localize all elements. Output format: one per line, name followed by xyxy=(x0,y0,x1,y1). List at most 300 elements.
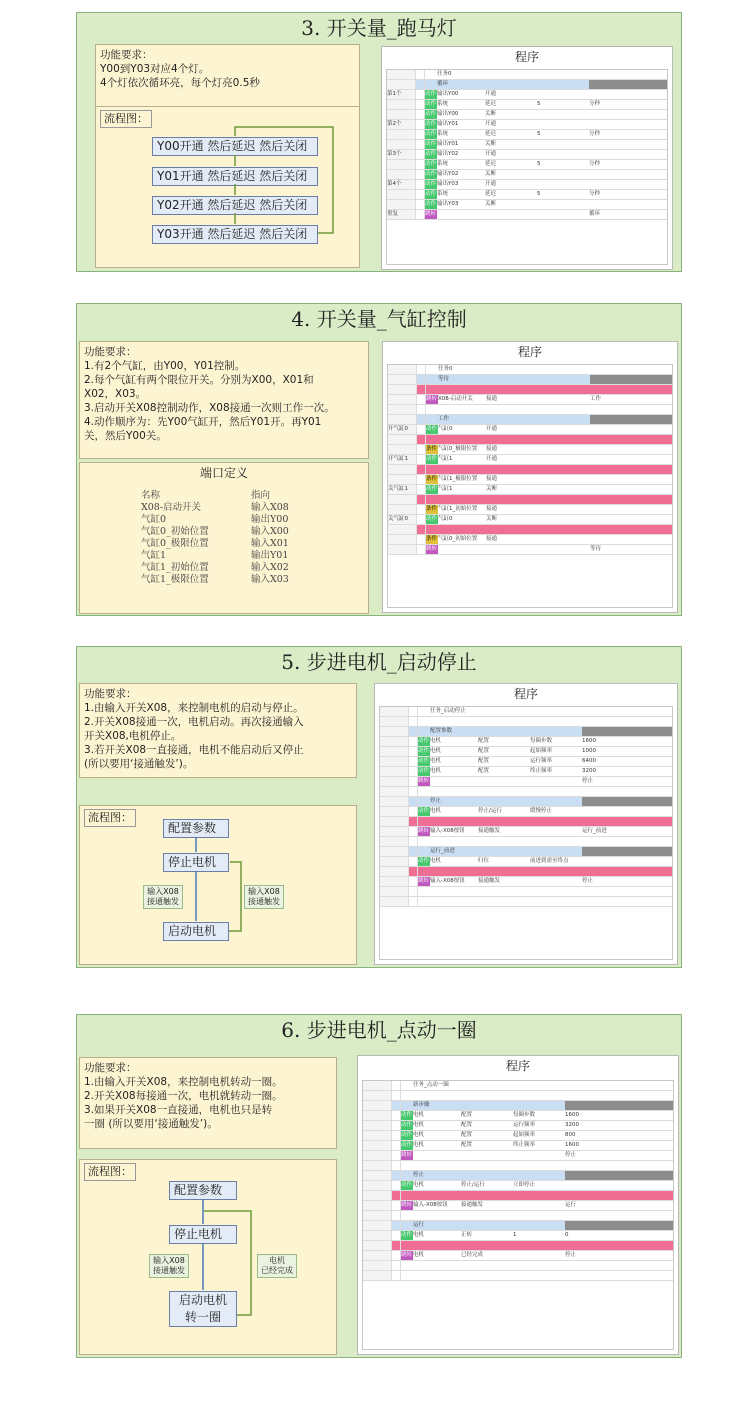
program-cell: 气缸0 xyxy=(438,426,453,432)
program-cell: 重复 xyxy=(387,210,416,219)
program-cell: 开气缸1 xyxy=(388,455,417,464)
program-cell xyxy=(417,435,426,444)
program-cell xyxy=(513,1211,565,1220)
program-cell xyxy=(416,180,425,189)
flow-node-stop: 停止电机 xyxy=(169,1225,237,1244)
program-cell: 关气缸1 xyxy=(388,485,417,494)
program-cell xyxy=(417,535,426,544)
program-cell xyxy=(461,1091,513,1100)
program-cell xyxy=(380,847,409,856)
program-row xyxy=(380,857,672,867)
program-cell xyxy=(380,877,409,886)
program-cell xyxy=(530,827,582,836)
program-cell xyxy=(530,817,582,826)
program-cell xyxy=(590,405,672,414)
program-cell xyxy=(388,545,417,554)
program-cell xyxy=(418,817,430,826)
program-cell xyxy=(538,445,590,454)
program-cell xyxy=(392,1251,401,1260)
program-cell xyxy=(538,545,590,554)
program-cell xyxy=(380,717,409,726)
program-cell xyxy=(413,1241,461,1250)
program-cell xyxy=(380,747,409,756)
program-row xyxy=(363,1201,673,1211)
program-cell xyxy=(363,1241,392,1250)
program-cell xyxy=(590,515,672,524)
port-row xyxy=(141,562,289,574)
program-cell xyxy=(537,180,589,189)
program-cell: 输入-X08按钮 xyxy=(413,1202,448,1208)
program-cell xyxy=(401,1081,413,1090)
program-cell xyxy=(565,1181,673,1190)
program-cell xyxy=(363,1261,392,1270)
program-cell xyxy=(401,1211,413,1220)
program-cell: 循环 xyxy=(437,81,449,87)
port-dir-header: 指向 xyxy=(251,490,271,501)
program-cell xyxy=(401,1101,413,1110)
program-cell xyxy=(478,707,530,716)
program-cell xyxy=(380,867,409,876)
program-cell xyxy=(538,525,590,534)
program-cell xyxy=(380,727,409,736)
program-row xyxy=(387,210,667,220)
program-cell xyxy=(565,1221,673,1230)
program-cell xyxy=(538,505,590,514)
program-cell: 跳转 xyxy=(401,1252,413,1258)
program-cell: 运行_前进 xyxy=(582,828,607,834)
program-cell xyxy=(409,787,418,796)
program-cell: 输出Y03 xyxy=(437,201,459,207)
section-3-title: 3. 开关量_跑马灯 xyxy=(301,16,457,40)
program-row xyxy=(388,385,672,395)
program-cell: 停止 xyxy=(430,798,442,804)
program-row xyxy=(387,160,667,170)
program-cell xyxy=(582,837,672,846)
program-cell xyxy=(589,120,667,129)
program-row xyxy=(380,877,672,887)
program-cell xyxy=(582,787,672,796)
req-line: 3.若开关X08一直接通，电机不能启动后又停止 xyxy=(84,744,304,756)
program-cell xyxy=(565,1161,673,1170)
program-cell xyxy=(478,797,530,806)
program-row xyxy=(363,1141,673,1151)
program-cell xyxy=(537,120,589,129)
program-cell xyxy=(417,505,426,514)
flow-node: Y02开通 然后延迟 然后关闭 xyxy=(152,196,318,215)
program-cell xyxy=(486,405,538,414)
program-cell: 接通 xyxy=(486,536,498,542)
section-4-panel xyxy=(76,303,682,616)
program-title: 程序 xyxy=(517,345,542,359)
program-cell xyxy=(392,1211,401,1220)
program-cell: 6400 xyxy=(582,758,596,764)
program-cell xyxy=(538,425,590,434)
program-cell: 配置 xyxy=(461,1122,473,1128)
program-cell xyxy=(530,877,582,886)
program-cell xyxy=(401,1241,413,1250)
program-cell: 前进到需至终点 xyxy=(530,858,569,864)
section-6-program xyxy=(357,1055,679,1355)
program-cell: 5 xyxy=(537,191,541,197)
program-cell xyxy=(409,747,418,756)
program-cell: 停止 xyxy=(565,1152,577,1158)
program-cell: 动作 xyxy=(425,101,437,107)
flow-label: 流程图： xyxy=(100,110,152,128)
program-cell: 每圈步数 xyxy=(513,1112,536,1118)
program-cell xyxy=(418,887,430,896)
port-direction: 输入X01 xyxy=(251,538,289,549)
program-cell: 分秒 xyxy=(589,101,601,107)
program-row xyxy=(363,1231,673,1241)
section-4-requirements xyxy=(79,341,369,459)
program-row xyxy=(380,777,672,787)
program-row xyxy=(387,80,667,90)
program-cell: 循环 xyxy=(589,211,601,217)
program-row xyxy=(363,1131,673,1141)
program-cell: 开通 xyxy=(485,151,497,157)
program-cell xyxy=(363,1161,392,1170)
port-direction: 输出Y01 xyxy=(251,550,289,561)
port-direction: 输出Y00 xyxy=(251,514,289,525)
program-cell xyxy=(387,190,416,199)
flow-label: 流程图： xyxy=(84,1163,136,1181)
program-cell xyxy=(590,435,672,444)
program-cell xyxy=(530,707,582,716)
flow-label: 流程图： xyxy=(84,809,136,827)
program-cell xyxy=(426,375,438,384)
program-cell xyxy=(538,375,590,384)
program-cell xyxy=(537,200,589,209)
program-cell xyxy=(486,465,538,474)
program-row xyxy=(388,425,672,435)
program-cell xyxy=(387,80,416,89)
program-cell xyxy=(363,1211,392,1220)
program-grid xyxy=(387,364,673,608)
program-row xyxy=(363,1261,673,1271)
port-row xyxy=(141,526,289,538)
flow-node-stop: 停止电机 xyxy=(163,853,229,872)
program-cell: 分秒 xyxy=(589,191,601,197)
program-cell xyxy=(530,717,582,726)
program-cell xyxy=(486,495,538,504)
program-cell xyxy=(409,737,418,746)
program-cell: 新步骤 xyxy=(413,1102,430,1108)
req-line: 1.有2个气缸，由Y00，Y01控制。 xyxy=(84,360,246,372)
program-cell: 1600 xyxy=(582,738,596,744)
program-cell: 电机 xyxy=(413,1122,425,1128)
program-cell xyxy=(582,817,672,826)
program-cell xyxy=(590,425,672,434)
program-row xyxy=(363,1121,673,1131)
program-cell xyxy=(380,757,409,766)
program-cell: 动作 xyxy=(418,748,430,754)
program-cell: 配置参数 xyxy=(430,728,453,734)
program-cell xyxy=(513,1151,565,1160)
program-cell: 动作 xyxy=(425,151,437,157)
program-cell xyxy=(582,797,672,806)
program-row xyxy=(380,767,672,777)
program-cell xyxy=(589,180,667,189)
program-cell xyxy=(392,1111,401,1120)
program-cell xyxy=(590,455,672,464)
program-row xyxy=(380,727,672,737)
program-cell xyxy=(438,465,486,474)
program-cell xyxy=(401,1261,413,1270)
program-cell xyxy=(413,1271,461,1280)
program-cell xyxy=(537,210,589,219)
req-line: 4.动作顺序为：先Y00气缸开，然后Y01开。再Y01 xyxy=(84,416,322,428)
program-cell xyxy=(530,787,582,796)
program-row xyxy=(363,1151,673,1161)
program-cell xyxy=(380,837,409,846)
program-cell: 动作 xyxy=(425,181,437,187)
program-cell xyxy=(461,1081,513,1090)
program-cell: 系统 xyxy=(437,101,449,107)
program-cell: 起始频率 xyxy=(513,1132,536,1138)
program-cell xyxy=(387,200,416,209)
program-cell xyxy=(417,515,426,524)
program-row xyxy=(387,180,667,190)
port-name: 气缸0_初始位置 xyxy=(141,526,209,537)
program-cell: 起始频率 xyxy=(530,748,553,754)
program-cell xyxy=(485,80,537,89)
program-cell xyxy=(409,877,418,886)
program-row xyxy=(380,707,672,717)
program-row xyxy=(387,190,667,200)
program-cell xyxy=(426,415,438,424)
program-cell xyxy=(388,505,417,514)
program-grid xyxy=(362,1080,674,1350)
program-cell: 条件 xyxy=(426,506,438,512)
port-table xyxy=(141,490,289,586)
program-cell: 已经完成 xyxy=(461,1252,484,1258)
program-cell xyxy=(380,777,409,786)
program-cell: 电机 xyxy=(413,1112,425,1118)
program-cell: 停止 xyxy=(582,878,594,884)
program-row xyxy=(380,757,672,767)
program-cell xyxy=(582,887,672,896)
program-cell xyxy=(401,1171,413,1180)
program-cell xyxy=(478,777,530,786)
program-cell: 开通 xyxy=(486,456,498,462)
program-row xyxy=(380,827,672,837)
program-cell xyxy=(409,817,418,826)
program-cell xyxy=(589,90,667,99)
program-cell: 输出Y02 xyxy=(437,151,459,157)
program-cell xyxy=(478,837,530,846)
program-cell: 接通触发 xyxy=(478,878,501,884)
program-cell: 跳转 xyxy=(425,211,437,217)
program-cell xyxy=(430,887,478,896)
program-cell xyxy=(461,1161,513,1170)
program-cell xyxy=(537,170,589,179)
program-cell: 配置 xyxy=(478,758,490,764)
program-cell xyxy=(565,1091,673,1100)
program-cell xyxy=(478,867,530,876)
program-cell: 分秒 xyxy=(589,161,601,167)
program-cell xyxy=(417,525,426,534)
program-cell xyxy=(582,867,672,876)
program-cell xyxy=(409,827,418,836)
program-cell: 输出Y03 xyxy=(437,181,459,187)
program-cell xyxy=(589,80,667,89)
program-cell xyxy=(418,727,430,736)
program-cell xyxy=(417,415,426,424)
program-cell: 停止 xyxy=(582,778,594,784)
program-cell xyxy=(387,70,416,79)
program-cell: 运行 xyxy=(565,1202,577,1208)
program-row xyxy=(380,897,672,907)
program-cell: 跳转 xyxy=(401,1202,413,1208)
program-cell xyxy=(380,857,409,866)
program-cell xyxy=(486,375,538,384)
program-cell xyxy=(416,140,425,149)
program-cell xyxy=(486,435,538,444)
program-cell xyxy=(417,545,426,554)
program-cell xyxy=(363,1131,392,1140)
flow-note: 输入X08 接通触发 xyxy=(244,885,284,909)
program-cell: 运行_前进 xyxy=(430,848,455,854)
program-cell xyxy=(413,1151,461,1160)
program-cell xyxy=(392,1171,401,1180)
program-cell xyxy=(401,1271,413,1280)
program-cell xyxy=(486,525,538,534)
program-cell xyxy=(530,727,582,736)
program-cell xyxy=(513,1091,565,1100)
program-cell: 第3个 xyxy=(387,150,416,159)
program-cell: 动作 xyxy=(418,738,430,744)
program-cell: 动作 xyxy=(425,111,437,117)
section-4-title: 4. 开关量_气缸控制 xyxy=(291,307,467,331)
program-cell xyxy=(582,727,672,736)
program-cell xyxy=(413,1261,461,1270)
program-cell: 开通 xyxy=(486,426,498,432)
req-line: (所以要用‘接通触发’)。 xyxy=(84,758,194,770)
program-cell: 接通 xyxy=(486,446,498,452)
program-cell: 动作 xyxy=(425,201,437,207)
program-cell xyxy=(416,170,425,179)
program-cell: 气缸1_极限位置 xyxy=(438,476,478,482)
req-line: 1.由输入开关X08，来控制电机转动一圈。 xyxy=(84,1076,283,1088)
program-cell xyxy=(590,375,672,384)
program-cell xyxy=(413,1091,461,1100)
program-cell: 任务_启动停止 xyxy=(430,708,466,714)
program-cell: 动作 xyxy=(418,858,430,864)
program-cell: 动作 xyxy=(425,171,437,177)
program-cell: 动作 xyxy=(401,1142,413,1148)
program-cell: 输出Y00 xyxy=(437,91,459,97)
program-cell xyxy=(392,1201,401,1210)
program-row xyxy=(388,545,672,555)
program-cell xyxy=(461,1261,513,1270)
program-cell xyxy=(409,777,418,786)
program-cell: 停止/运行 xyxy=(461,1182,485,1188)
program-cell xyxy=(426,465,438,474)
flow-node: Y01开通 然后延迟 然后关闭 xyxy=(152,167,318,186)
program-cell xyxy=(513,1271,565,1280)
program-cell xyxy=(513,1251,565,1260)
program-cell xyxy=(513,1241,565,1250)
program-row xyxy=(387,120,667,130)
program-cell: 跳转 xyxy=(418,878,430,884)
program-cell xyxy=(565,1241,673,1250)
program-cell: 接通 xyxy=(486,506,498,512)
program-cell xyxy=(387,130,416,139)
program-cell xyxy=(363,1091,392,1100)
program-cell: 关断 xyxy=(485,201,497,207)
program-cell: 气缸1_初始位置 xyxy=(438,506,478,512)
program-cell xyxy=(590,385,672,394)
program-cell xyxy=(538,535,590,544)
program-cell xyxy=(363,1171,392,1180)
program-cell xyxy=(425,70,437,79)
program-row xyxy=(388,365,672,375)
program-row xyxy=(363,1171,673,1181)
program-cell xyxy=(363,1081,392,1090)
program-cell xyxy=(537,70,589,79)
program-cell: 停止 xyxy=(413,1172,425,1178)
program-cell xyxy=(425,80,437,89)
program-cell: 等待 xyxy=(590,546,602,552)
program-cell xyxy=(589,70,667,79)
program-cell xyxy=(589,170,667,179)
program-cell: 动作 xyxy=(401,1132,413,1138)
program-cell: 电机 xyxy=(430,858,442,864)
program-row xyxy=(388,495,672,505)
section-5-panel xyxy=(76,646,682,968)
program-cell: 工作 xyxy=(590,396,602,402)
program-cell: 1600 xyxy=(565,1142,579,1148)
program-cell xyxy=(388,365,417,374)
program-cell: 系统 xyxy=(437,161,449,167)
program-cell xyxy=(380,767,409,776)
program-cell: 气缸0_初始位置 xyxy=(438,536,478,542)
program-cell xyxy=(426,495,438,504)
program-cell xyxy=(538,455,590,464)
port-name: 气缸0 xyxy=(141,514,167,525)
program-cell xyxy=(426,525,438,534)
flow-node: Y03开通 然后延迟 然后关闭 xyxy=(152,225,318,244)
flow-note: 输入X08 接通触发 xyxy=(149,1254,189,1278)
program-row xyxy=(363,1191,673,1201)
program-row xyxy=(388,455,672,465)
program-cell: 接通触发 xyxy=(478,828,501,834)
program-cell xyxy=(589,110,667,119)
program-cell xyxy=(485,210,537,219)
program-cell xyxy=(388,405,417,414)
program-cell xyxy=(530,887,582,896)
program-cell xyxy=(392,1231,401,1240)
program-cell xyxy=(417,395,426,404)
program-cell: 配置 xyxy=(478,768,490,774)
program-cell xyxy=(582,847,672,856)
program-cell: 1600 xyxy=(565,1112,579,1118)
program-cell: 条件 xyxy=(426,476,438,482)
program-cell xyxy=(590,505,672,514)
program-cell xyxy=(537,90,589,99)
program-row xyxy=(388,405,672,415)
program-cell: 输入-X08按钮 xyxy=(430,878,465,884)
program-cell: 电机 xyxy=(413,1252,425,1258)
program-cell xyxy=(409,897,418,906)
req-label: 功能要求： xyxy=(84,688,137,700)
program-cell: 气缸1 xyxy=(438,456,453,462)
program-cell: 任务0 xyxy=(437,71,452,77)
section-5-program xyxy=(374,683,678,965)
program-cell xyxy=(461,1171,513,1180)
program-cell xyxy=(388,385,417,394)
program-cell: 电机 xyxy=(430,768,442,774)
